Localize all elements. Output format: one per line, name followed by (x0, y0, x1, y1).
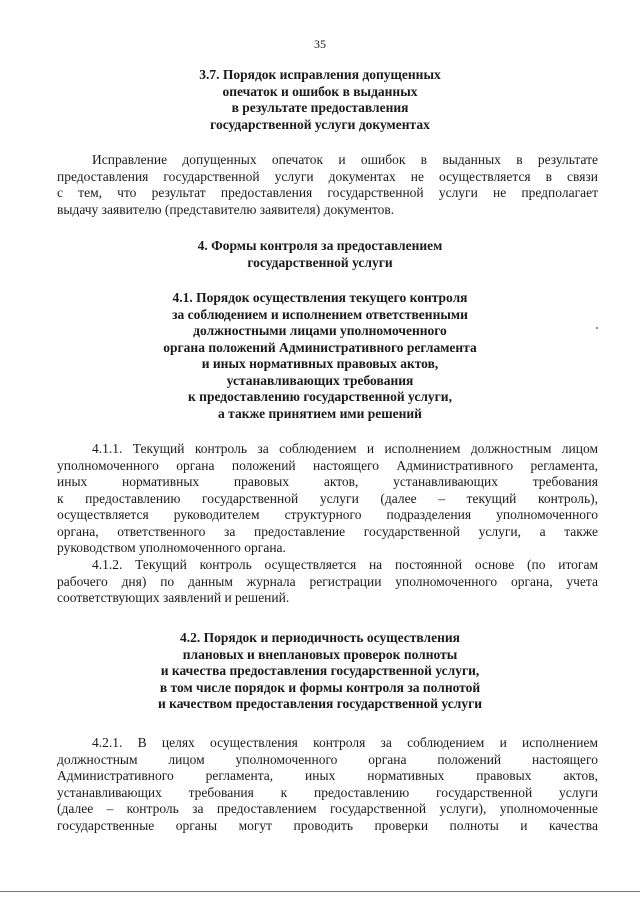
paragraph-line: 4.2.1. В целях осуществления контроля за соблюдением и исполнением (92, 735, 598, 750)
heading-line: плановых и внеплановых проверок полноты (182, 646, 458, 662)
paragraph-line: рабочего дня) по данным журнала регистрации уполномоченного органа, учета (57, 573, 598, 589)
page-number: 35 (314, 37, 326, 51)
paragraph-line: уполномоченного органа положений настоящего Административного регламента, (57, 457, 598, 473)
paragraph-line: Исправление допущенных опечаток и ошибок в выданных в результате (92, 152, 598, 167)
paragraph-line: 4.1.1. Текущий контроль за соблюдением и исполнением должностным лицом (92, 441, 598, 456)
heading-line: а также принятием ими решений (218, 405, 422, 421)
heading-line: 4.2. Порядок и периодичность осуществления (180, 630, 460, 645)
heading-line: 4. Формы контроля за предоставлением (197, 238, 443, 253)
heading-line: 4.1. Порядок осуществления текущего контроля (172, 290, 468, 305)
paragraph-line: государственные органы могут проводить проверки полноты и качества (57, 817, 598, 833)
heading-line: и качеством предоставления государственной услуги (158, 696, 482, 711)
heading-line: к предоставлению государственной услуги, (188, 389, 452, 404)
heading-line: за соблюдением и исполнением ответственными (172, 306, 468, 322)
heading-line: органа положений Административного регламента (163, 339, 477, 355)
paragraph-line: выдачу заявителю (представителю заявителя) документов. (57, 201, 395, 217)
heading-3-7 (60, 67, 580, 133)
heading-4-2 (60, 630, 580, 713)
paragraph-line: осуществляется руководителем структурного подразделения уполномоченного (57, 507, 598, 522)
heading-4-1 (60, 290, 580, 422)
heading-line: в том числе порядок и формы контроля за полнотой (159, 679, 481, 695)
paragraph-4-1-2 (57, 557, 598, 607)
heading-4 (60, 238, 580, 271)
heading-line: 3.7. Порядок исправления допущенных (199, 67, 441, 82)
paragraph-line: руководством уполномоченного органа. (57, 540, 286, 555)
paragraph-line: должностным лицом уполномоченного органа положений настоящего (57, 751, 598, 767)
paragraph-line: с тем, что результат предоставления государственной услуги не предполагает (57, 185, 598, 200)
page-bottom-rule (0, 891, 640, 892)
paragraph-4-2-1 (57, 735, 598, 834)
paragraph-3-7 (57, 152, 598, 218)
heading-line: в результате предоставления (231, 100, 409, 115)
heading-line: государственной услуги (247, 254, 393, 270)
heading-line: государственной услуги документах (210, 116, 430, 132)
paragraph-4-1-1 (57, 441, 598, 557)
paragraph-line: к предоставлению государственной услуги (далее – текущий контроль), (57, 490, 598, 506)
heading-line: должностными лицами уполномоченного (193, 323, 447, 338)
paragraph-line: 4.1.2. Текущий контроль осуществляется на постоянной основе (по итогам (92, 557, 598, 572)
heading-line: опечаток и ошибок в выданных (222, 83, 418, 99)
paragraph-line: соответствующих заявлений и решений. (57, 590, 290, 605)
paragraph-line: иных нормативных правовых актов, устанавливающих требования (57, 474, 598, 489)
paragraph-line: предоставления государственной услуги документах не осуществляется в связи (57, 168, 598, 184)
paragraph-line: Административного регламента, иных нормативных правовых актов, (57, 768, 598, 783)
paragraph-line: устанавливающих требования к предоставлению государственной услуги (57, 784, 598, 800)
paragraph-line: (далее – контроль за предоставлением государственной услуги), уполномоченные (57, 801, 598, 816)
heading-line: устанавливающих требования (226, 372, 414, 388)
heading-line: и качества предоставления государственной услуги, (160, 663, 480, 678)
paragraph-line: органа, ответственного за предоставление государственной услуги, а также (57, 523, 598, 539)
scan-speck (596, 327, 598, 329)
heading-line: и иных нормативных правовых актов, (201, 356, 439, 371)
